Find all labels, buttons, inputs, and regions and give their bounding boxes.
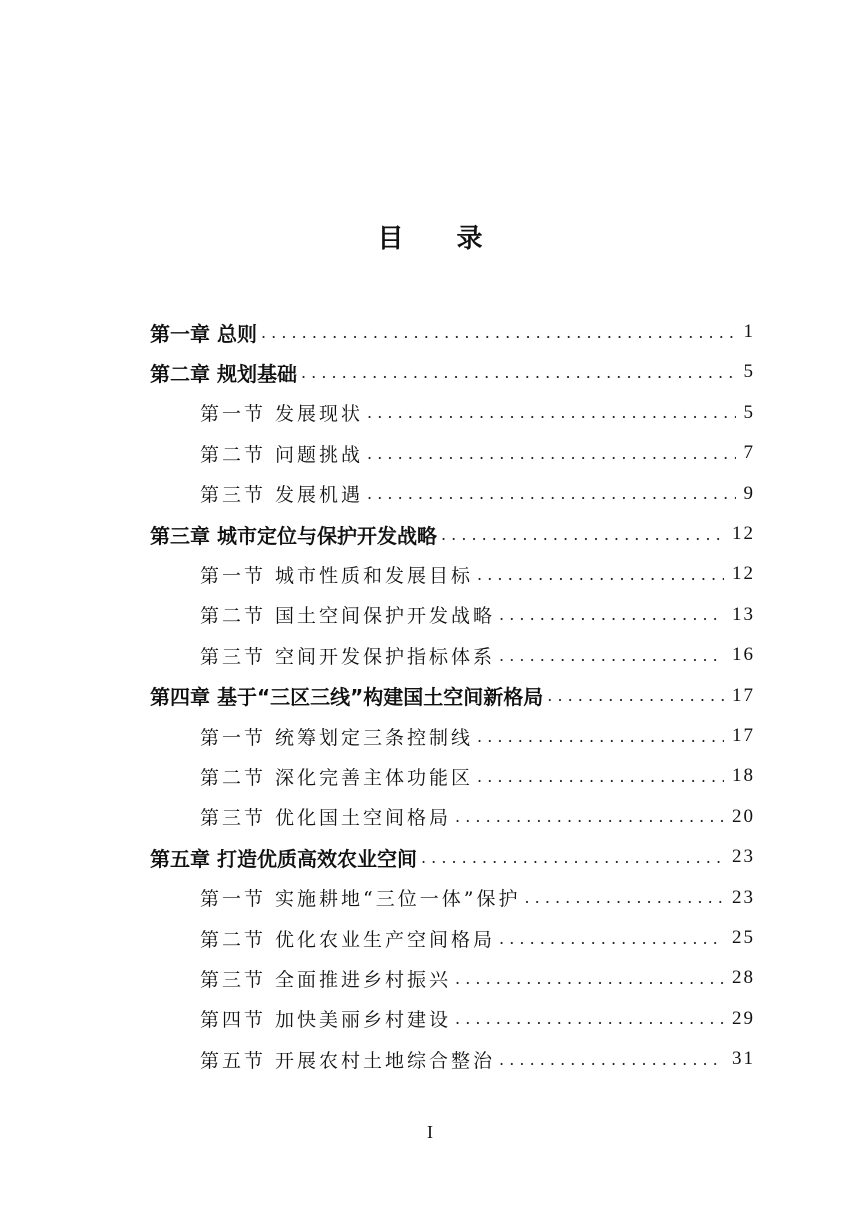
toc-entry-label: 第一节 统筹划定三条控制线: [200, 726, 474, 749]
toc-entry[interactable]: [200, 716, 755, 756]
toc-entry[interactable]: [200, 554, 755, 594]
toc-entry-label: 第二节 优化农业生产空间格局: [200, 928, 496, 951]
dot-leader: [499, 646, 724, 665]
toc-page-number: 31: [732, 1048, 755, 1070]
toc-page-number: 28: [732, 967, 755, 989]
toc-entry[interactable]: [200, 999, 755, 1039]
toc-entry[interactable]: [200, 474, 755, 514]
dot-leader: [547, 686, 724, 705]
toc-entry[interactable]: [150, 676, 755, 716]
toc-page-number: 12: [732, 523, 755, 544]
toc-entry[interactable]: [200, 958, 755, 998]
toc-page-number: 13: [732, 603, 755, 625]
toc-entry-label: 第二节 国土空间保护开发战略: [200, 605, 496, 628]
toc-entry[interactable]: [200, 595, 755, 635]
toc-page-number: 18: [732, 765, 755, 787]
dot-leader: [499, 605, 724, 624]
toc-entry-label: 第二章 规划基础: [150, 361, 297, 386]
toc-entry-label: 第五章 打造优质高效农业空间: [150, 846, 417, 871]
toc-page-number: 17: [732, 725, 755, 746]
toc-page-number: 5: [743, 361, 755, 383]
dot-leader: [261, 323, 736, 342]
toc-page-number: 9: [743, 482, 755, 504]
dot-leader: [524, 888, 724, 907]
dot-leader: [455, 1009, 724, 1028]
toc-entry[interactable]: [200, 433, 755, 473]
toc-entry-label: 第五节 开展农村土地综合整治: [200, 1049, 496, 1072]
toc-entry-label: 第三节 空间开发保护指标体系: [200, 645, 496, 668]
toc-entry-label: 第三节 发展机遇: [200, 484, 364, 507]
dot-leader: [477, 727, 724, 746]
toc-entry[interactable]: [150, 352, 755, 392]
toc-entry[interactable]: [200, 756, 755, 796]
dot-leader: [421, 848, 724, 867]
toc-page-number: 16: [732, 644, 755, 666]
dot-leader: [367, 403, 735, 422]
toc-entry[interactable]: [150, 514, 755, 554]
dot-leader: [367, 444, 735, 463]
toc-page-number: 12: [732, 563, 755, 585]
toc-entry-label: 第一节 实施耕地“三位一体”保护: [200, 888, 521, 911]
toc-entry-label: 第四章 基于“三区三线”构建国土空间新格局: [150, 685, 544, 710]
toc-page-number: 23: [732, 846, 755, 868]
dot-leader: [499, 929, 724, 948]
toc-entry[interactable]: [150, 837, 755, 877]
toc-entry-label: 第一章 总则: [150, 321, 257, 346]
dot-leader: [477, 767, 724, 786]
toc-page-number: 5: [743, 401, 755, 423]
dot-leader: [455, 807, 724, 826]
toc-entry[interactable]: [150, 312, 755, 352]
dot-leader: [477, 565, 724, 584]
toc-title: 目 录: [377, 224, 505, 254]
toc-entry[interactable]: [200, 393, 755, 433]
toc-entry[interactable]: [200, 1039, 755, 1079]
toc-entry-label: 第一节 城市性质和发展目标: [200, 564, 474, 587]
dot-leader: [367, 484, 735, 503]
toc-page-number: 1: [743, 321, 755, 342]
toc-entry-label: 第三节 全面推进乡村振兴: [200, 968, 452, 991]
dot-leader: [301, 363, 736, 382]
toc-entry-label: 第三节 优化国土空间格局: [200, 807, 452, 830]
toc-page-number: 17: [732, 684, 755, 706]
toc-entry-label: 第二节 深化完善主体功能区: [200, 766, 474, 789]
toc-page-number: 7: [743, 442, 755, 464]
dot-leader: [441, 525, 724, 544]
toc-entry[interactable]: [200, 918, 755, 958]
page-number-footer: I: [427, 1122, 433, 1142]
toc-entry-label: 第二节 问题挑战: [200, 443, 364, 466]
toc-page-number: 29: [732, 1007, 755, 1029]
toc-entry[interactable]: [200, 635, 755, 675]
toc-page-number: 20: [732, 805, 755, 827]
toc-entry-label: 第三章 城市定位与保护开发战略: [150, 523, 437, 548]
toc-page-number: 25: [732, 927, 755, 948]
toc-page-number: 23: [732, 886, 755, 908]
toc-entry-label: 第四节 加快美丽乡村建设: [200, 1009, 452, 1032]
toc-entry-label: 第一节 发展现状: [200, 403, 364, 426]
toc-entry[interactable]: [200, 797, 755, 837]
toc-entry[interactable]: [200, 878, 755, 918]
dot-leader: [455, 969, 724, 988]
dot-leader: [499, 1050, 724, 1069]
